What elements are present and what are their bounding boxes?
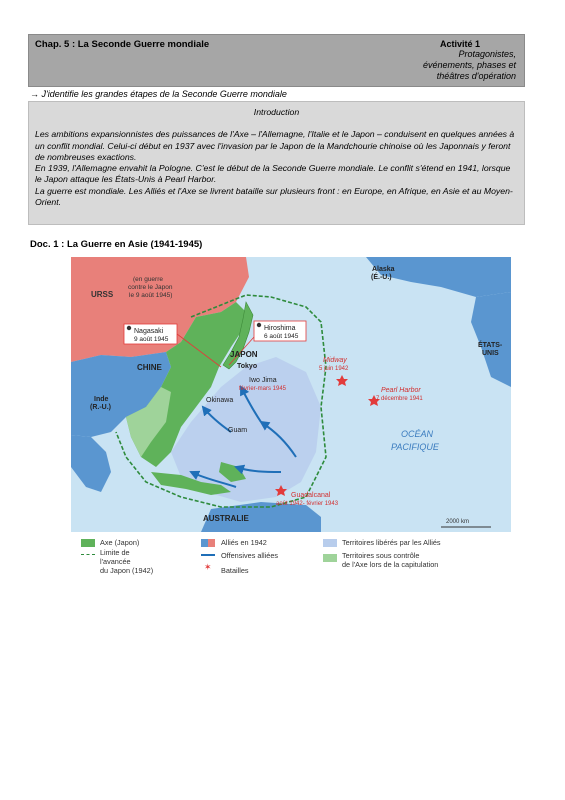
japon-label: JAPON <box>230 350 258 359</box>
introduction-paragraph-3: La guerre est mondiale. Les Alliés et l'Axe se livrent bataille sur plusieurs front : en Europe, en Afrique, en Asie et au Moyen-Orient. <box>35 185 513 208</box>
capitulation-legend-1: Territoires sous contrôle <box>342 551 420 560</box>
offensive-legend: Offensives alliées <box>221 551 279 560</box>
limit-swatch <box>81 554 95 555</box>
ocean-label: OCÉAN <box>401 429 434 439</box>
limit-legend-2: l'avancée <box>100 557 131 566</box>
scale-label: 2000 km <box>446 519 470 525</box>
activity-subtitle-3: théâtres d'opération <box>436 71 516 81</box>
activity-block <box>366 39 516 82</box>
midway-date: 5 juin 1942 <box>319 366 349 372</box>
battle-star-icon: ✶ <box>204 562 212 572</box>
allies-swatch <box>201 539 215 547</box>
activity-subtitle-2: événements, phases et <box>422 60 516 70</box>
ocean-label: PACIFIQUE <box>391 442 439 452</box>
australie-label: AUSTRALIE <box>203 514 249 523</box>
usa-label: ÉTATS- <box>478 342 503 349</box>
iwo-jima-date: février-mars 1945 <box>239 386 287 392</box>
pearl-harbor-label: Pearl Harbor <box>381 387 421 394</box>
inde-label: Inde <box>94 396 109 403</box>
document-title: Doc. 1 : La Guerre en Asie (1941-1945) <box>30 239 203 250</box>
bomb-icon <box>257 323 261 327</box>
liberated-legend: Territoires libérés par les Alliés <box>342 538 441 547</box>
liberated-swatch <box>323 539 337 547</box>
introduction-paragraph-2: En 1939, l'Allemagne envahit la Pologne. C'est le début de la Seconde Guerre mondiale. Le conflit s'étend en 1941, lorsque le Japon attaque les États-Unis à Pearl Harbor. <box>35 163 511 185</box>
guadalcanal-date: août 1942- février 1943 <box>276 501 339 507</box>
usa-label: UNIS <box>482 350 499 357</box>
urss-note: le 9 août 1945) <box>129 292 173 299</box>
hiroshima-label: Hiroshima <box>264 325 296 332</box>
allies-legend: Alliés en 1942 <box>221 538 267 547</box>
alaska-label: (É.-U.) <box>371 274 392 281</box>
map-legend <box>71 532 511 588</box>
chapter-header <box>28 34 525 87</box>
limit-legend-3: du Japon (1942) <box>100 566 154 575</box>
activity-title: Activité 1 <box>439 39 480 49</box>
introduction-box <box>28 101 525 225</box>
bomb-icon <box>127 326 131 330</box>
introduction-paragraph-1: Les ambitions expansionnistes des puissances de l'Axe – l'Allemagne, l'Italie et le Japon – conduisent en quelques années à un conflit mondial. Celui-ci début en 1937 avec l'invasion par le Japon de la Mandchourie chinoise où les Japonnais y feront de nombreuses exactions. <box>35 129 515 162</box>
tokyo-label: Tokyo <box>237 363 258 370</box>
capitulation-legend-2: de l'Axe lors de la capitulation <box>342 560 439 569</box>
hiroshima-date: 6 août 1945 <box>264 333 299 340</box>
limit-legend-1: Limite de <box>100 548 130 557</box>
capitulation-swatch <box>323 554 337 562</box>
chine-label: CHINE <box>137 363 162 372</box>
activity-subtitle-1: Protagonistes, <box>458 49 516 59</box>
offensive-arrow-icon <box>201 554 215 556</box>
okinawa-label: Okinawa <box>206 397 234 404</box>
learning-objective: → J'identifie les grandes étapes de la Seconde Guerre mondiale <box>30 89 287 99</box>
alaska-label: Alaska <box>372 266 395 273</box>
midway-label: Midway <box>323 357 347 364</box>
chapter-title: Chap. 5 : La Seconde Guerre mondiale <box>35 39 210 50</box>
axe-swatch <box>81 539 95 547</box>
axe-legend: Axe (Japon) <box>100 538 140 547</box>
asia-war-map <box>71 257 511 532</box>
urss-label: URSS <box>91 290 114 299</box>
nagasaki-label: Nagasaki <box>134 328 164 335</box>
battle-legend: Batailles <box>221 566 249 575</box>
urss-note: contre le Japon <box>128 284 173 291</box>
inde-label: (R.-U.) <box>90 404 111 411</box>
introduction-title: Introduction <box>253 107 300 117</box>
guam-label: Guam <box>228 427 248 434</box>
pearl-harbor-date: 7 décembre 1941 <box>376 396 423 402</box>
nagasaki-date: 9 août 1945 <box>134 336 169 343</box>
iwo-jima-label: Iwo Jima <box>249 377 277 384</box>
urss-note: (en guerre <box>133 276 163 283</box>
guadalcanal-label: Guadalcanal <box>291 492 331 499</box>
